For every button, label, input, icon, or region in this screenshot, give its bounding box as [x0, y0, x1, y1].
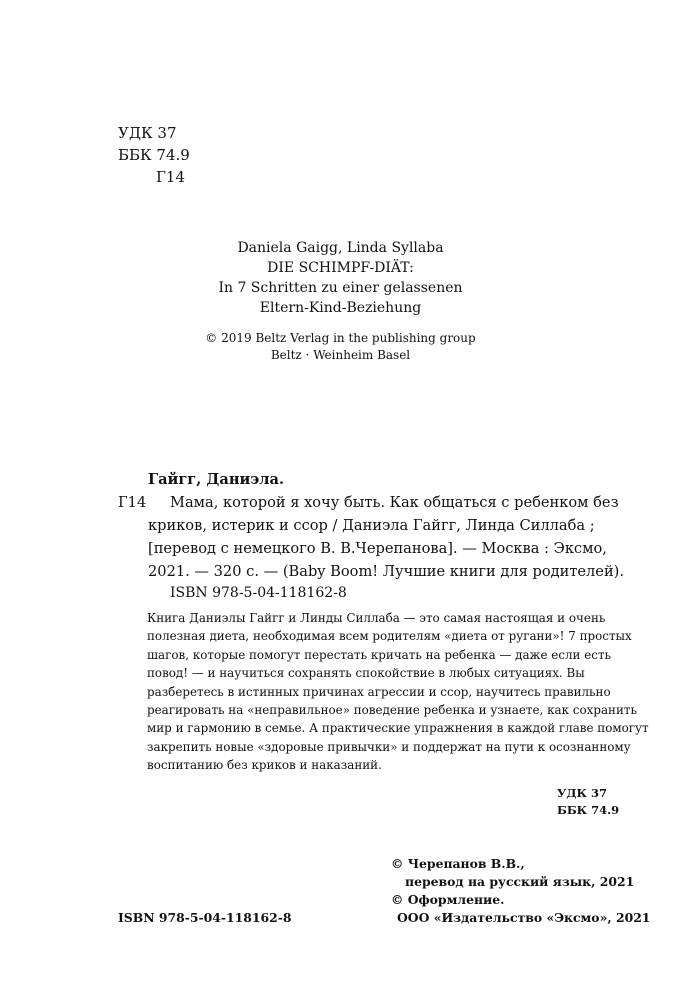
translator-copyright-2: перевод на русский язык, 2021: [405, 874, 635, 889]
original-title: DIE SCHIMPF-DIÄT:: [267, 260, 414, 276]
footer-isbn: ISBN 978-5-04-118162-8: [118, 910, 292, 925]
annotation-line: Книга Даниэлы Гайгг и Линды Силлаба — это самая настоящая и очень: [147, 611, 606, 625]
biblio-line-3: [перевод с немецкого В. В.Черепанова]. — Москва : Эксмо,: [148, 540, 607, 557]
original-copyright-line-2: Beltz · Weinheim Basel: [270, 348, 411, 362]
biblio-line-4: 2021. — 320 с. — (Baby Boom! Лучшие книги для родителей).: [148, 563, 624, 580]
original-subtitle-2: Eltern-Kind-Beziehung: [259, 300, 422, 316]
annotation-line: закрепить новые «здоровые привычки» и поддержат на пути к осознанному: [147, 739, 631, 754]
annotation-line: полезная диета, необходимая всем родителям «диета от ругани»! 7 простых: [147, 629, 632, 644]
original-authors: Daniela Gaigg, Linda Syllaba: [237, 240, 444, 256]
biblio-line-2: криков, истерик и ссор / Даниэла Гайгг, Линда Силлаба ;: [148, 517, 595, 534]
original-copyright-block: [0, 330, 681, 364]
design-copyright-2: ООО «Издательство «Эксмо», 2021: [397, 910, 651, 925]
translator-copyright-1: © Черепанов В.В.,: [391, 856, 525, 871]
biblio-mark: Г14: [118, 494, 147, 511]
original-copyright-line-1: © 2019 Beltz Verlag in the publishing group: [205, 331, 476, 345]
biblio-heading: Гайгг, Даниэла.: [148, 471, 285, 488]
design-copyright-1: © Оформление.: [391, 892, 505, 907]
bbk-code-right: ББК 74.9: [557, 803, 620, 817]
author-mark: Г14: [156, 168, 186, 186]
annotation-line: повод! — и научиться сохранять спокойствие в любых ситуациях. Вы: [147, 666, 585, 681]
bbk-code: ББК 74.9: [118, 146, 190, 164]
udk-code: УДК 37: [118, 124, 177, 142]
annotation-line: разберетесь в истинных причинах агрессии и ссор, научитесь правильно: [147, 684, 611, 699]
udk-code-right: УДК 37: [557, 786, 608, 800]
biblio-line-1: Мама, которой я хочу быть. Как общаться с ребенком без: [170, 494, 619, 511]
annotation-line: реагировать на «неправильное» поведение ребенка и узнаете, как сохранить: [147, 703, 637, 718]
biblio-isbn: ISBN 978-5-04-118162-8: [170, 585, 347, 601]
original-subtitle-1: In 7 Schritten zu einer gelassenen: [218, 280, 463, 296]
original-edition-block: [0, 238, 681, 318]
annotation: [147, 609, 649, 775]
annotation-line: шагов, которые помогут перестать кричать на ребенка — даже если есть: [147, 647, 612, 662]
annotation-line: мир и гармонию в семье. А практические упражнения в каждой главе помогут: [147, 721, 649, 736]
annotation-line: воспитанию без криков и наказаний.: [147, 758, 382, 773]
